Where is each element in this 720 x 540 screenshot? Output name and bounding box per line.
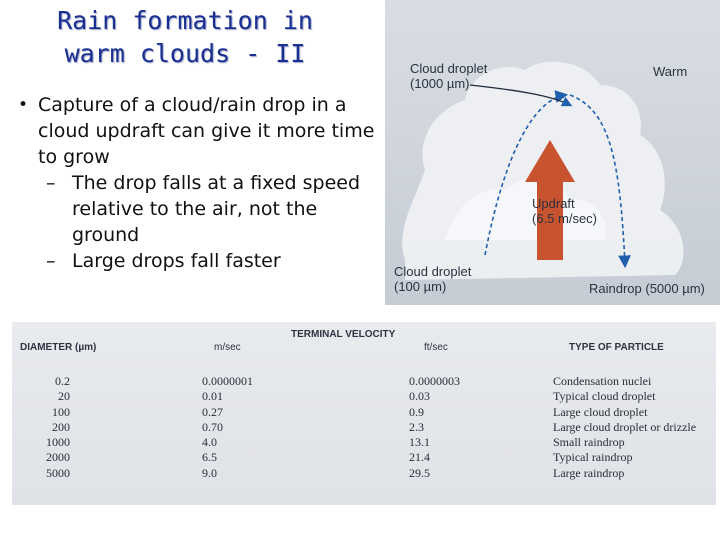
sub-bullet-2-text: Large drops fall faster [72,250,281,272]
table-cell: 4.0 [202,435,217,450]
fts-column [409,374,529,481]
table-cell: 13.1 [409,435,430,450]
sub-bullet-dash-icon: – [46,172,56,194]
table-cell: Large cloud droplet [553,404,648,419]
table-cell: 5000 [46,465,70,480]
slide-title [20,4,350,70]
table-cell: 0.01 [202,389,223,404]
bullet-main-text: Capture of a cloud/rain drop in a cloud updraft can give it more time to grow [38,94,375,168]
table-cell: 200 [52,419,70,434]
header-fts: ft/sec [424,342,448,353]
sub-bullet-1 [46,170,398,248]
table-cell: 0.0000003 [409,374,460,388]
bullet-dot-icon: • [17,95,29,115]
table-cell: 2.3 [409,419,424,434]
sub-bullet-1-text: The drop falls at a fixed speed relative to the air, not the ground [72,172,361,246]
sub-bullet-dash-icon: – [46,250,56,272]
bullet-list [8,92,398,274]
table-cell: Large raindrop [553,465,625,480]
label-warm: Warm [653,64,688,79]
diameter-column [20,374,70,481]
header-type: TYPE OF PARTICLE [569,342,664,353]
cloud-illustration [385,0,720,305]
table-cell: 1000 [46,435,70,450]
type-column [553,374,713,481]
cloud-updraft-figure [385,0,720,305]
label-cloud-droplet-top: Cloud droplet (1000 µm) [410,61,488,91]
title-line-2: warm clouds - II [64,39,306,68]
label-cloud-droplet-bottom: Cloud droplet (100 µm) [394,264,472,294]
table-cell: 0.27 [202,404,223,419]
table-cell: Condensation nuclei [553,374,652,388]
table-cell: Typical cloud droplet [553,389,656,404]
table-cell: 0.70 [202,419,223,434]
table-cell: 0.03 [409,389,430,404]
table-cell: 100 [52,404,70,419]
table-cell: Typical raindrop [553,450,633,465]
label-updraft: Updraft (6.5 m/sec) [532,196,598,226]
table-cell: 0.0000001 [202,374,253,388]
terminal-velocity-table [12,322,716,505]
header-terminal-velocity: TERMINAL VELOCITY [291,329,396,340]
table-cell: 21.4 [409,450,430,465]
table-cell: 29.5 [409,465,430,480]
table-cell: 20 [58,389,70,404]
table-cell: 0.9 [409,404,424,419]
table-cell: 6.5 [202,450,217,465]
ms-column [202,374,322,481]
table-cell: 2000 [46,450,70,465]
bullet-main [8,92,398,170]
title-line-1: Rain formation in [57,6,313,35]
table-cell: 9.0 [202,465,217,480]
label-raindrop: Raindrop (5000 µm) [589,281,705,296]
header-ms: m/sec [214,342,241,353]
table-cell: Small raindrop [553,435,625,450]
table-cell: 0.2 [55,374,70,388]
header-diameter: DIAMETER (µm) [20,342,97,353]
sub-bullet-2 [46,248,398,274]
table-cell: Large cloud droplet or drizzle [553,419,697,434]
